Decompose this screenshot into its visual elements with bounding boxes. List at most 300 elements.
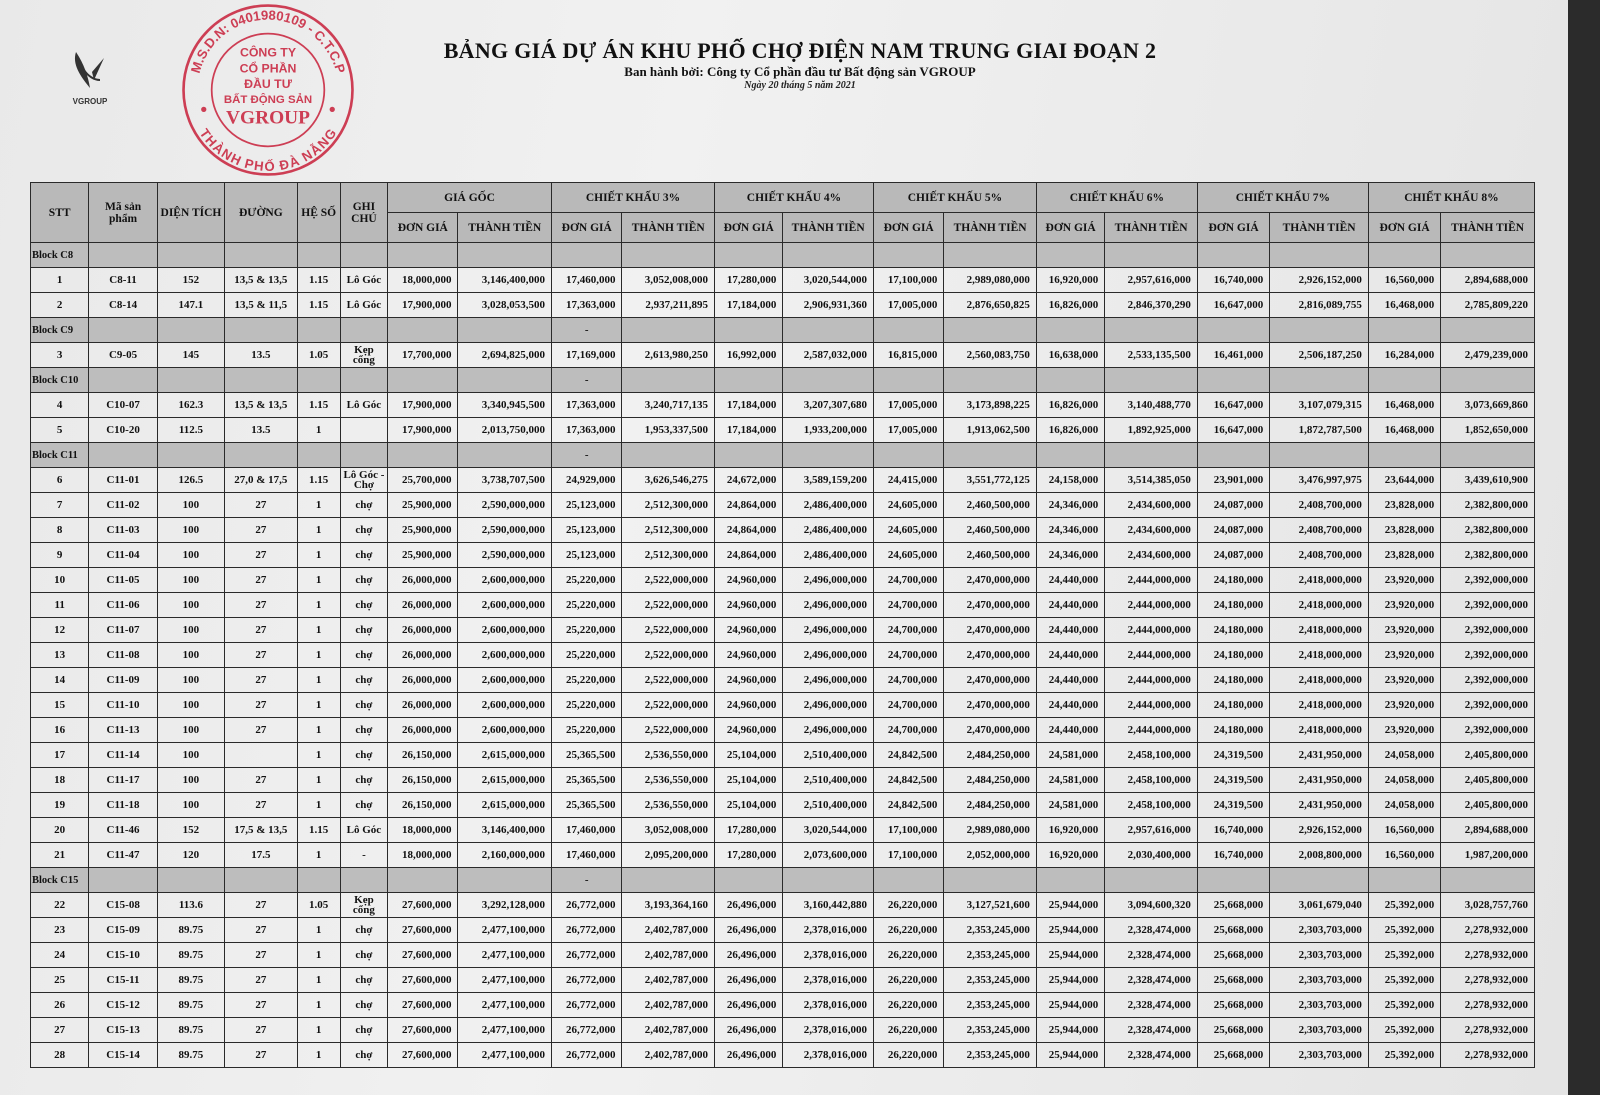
unit-price-cell: 23,828,000 <box>1368 543 1440 568</box>
empty-cell <box>1270 868 1369 893</box>
area-cell: 100 <box>157 518 224 543</box>
stt-cell: 27 <box>31 1018 89 1043</box>
total-price-cell: 2,470,000,000 <box>944 593 1037 618</box>
empty-cell <box>1036 243 1104 268</box>
total-price-cell: 2,278,932,000 <box>1441 968 1535 993</box>
note-cell: chợ <box>340 518 387 543</box>
area-cell: 152 <box>157 818 224 843</box>
empty-cell <box>715 368 783 393</box>
unit-price-cell: 24,440,000 <box>1036 718 1104 743</box>
unit-price-cell: 25,668,000 <box>1197 1018 1269 1043</box>
unit-price-cell: 23,920,000 <box>1368 693 1440 718</box>
unit-price-cell: 17,280,000 <box>715 268 783 293</box>
empty-cell <box>225 368 297 393</box>
unit-price-cell: 17,363,000 <box>552 418 622 443</box>
product-code-cell: C15-13 <box>89 1018 157 1043</box>
product-code-cell: C11-04 <box>89 543 157 568</box>
header-row <box>31 183 1535 213</box>
unit-price-cell: 16,638,000 <box>1036 343 1104 368</box>
total-price-cell: 3,240,717,135 <box>622 393 715 418</box>
empty-cell <box>225 443 297 468</box>
total-price-cell: 2,600,000,000 <box>458 718 552 743</box>
total-price-cell: 2,512,300,000 <box>622 518 715 543</box>
stt-cell: 8 <box>31 518 89 543</box>
total-price-cell: 2,402,787,000 <box>622 968 715 993</box>
total-price-cell: 1,933,200,000 <box>783 418 874 443</box>
unit-price-cell: 27,600,000 <box>388 943 458 968</box>
area-cell: 100 <box>157 793 224 818</box>
unit-price-cell: 25,944,000 <box>1036 918 1104 943</box>
stt-cell: 4 <box>31 393 89 418</box>
total-price-cell: 2,785,809,220 <box>1441 293 1535 318</box>
unit-price-header: ĐƠN GIÁ <box>873 213 943 243</box>
area-cell: 120 <box>157 843 224 868</box>
coefficient-cell: 1.15 <box>297 393 340 418</box>
coefficient-cell: 1 <box>297 693 340 718</box>
empty-cell <box>1105 243 1198 268</box>
price-table <box>30 182 1535 1068</box>
unit-price-cell: 25,668,000 <box>1197 943 1269 968</box>
svg-text:THÀNH PHỐ ĐÀ NẴNG <box>197 126 340 174</box>
area-cell: 89.75 <box>157 918 224 943</box>
note-cell: chợ <box>340 568 387 593</box>
total-price-cell: 2,434,600,000 <box>1105 493 1198 518</box>
coefficient-cell: 1 <box>297 843 340 868</box>
total-price-cell: 2,926,152,000 <box>1270 818 1369 843</box>
product-code-cell: C11-09 <box>89 668 157 693</box>
total-price-cell: 3,052,008,000 <box>622 268 715 293</box>
total-price-cell: 2,278,932,000 <box>1441 1018 1535 1043</box>
unit-price-cell: 23,901,000 <box>1197 468 1269 493</box>
table-row <box>31 618 1535 643</box>
total-price-cell: 2,402,787,000 <box>622 1043 715 1068</box>
unit-price-cell: 26,496,000 <box>715 918 783 943</box>
total-price-cell: 2,378,016,000 <box>783 968 874 993</box>
stt-cell: 16 <box>31 718 89 743</box>
total-price-cell: 2,522,000,000 <box>622 643 715 668</box>
price-group-header: CHIẾT KHẤU 4% <box>715 183 874 213</box>
total-price-cell: 2,600,000,000 <box>458 668 552 693</box>
unit-price-cell: 25,123,000 <box>552 493 622 518</box>
total-price-cell: 2,405,800,000 <box>1441 768 1535 793</box>
empty-cell <box>388 868 458 893</box>
coefficient-cell: 1 <box>297 643 340 668</box>
area-cell: 100 <box>157 568 224 593</box>
unit-price-cell: 16,647,000 <box>1197 418 1269 443</box>
stt-cell: 3 <box>31 343 89 368</box>
total-price-cell: 2,846,370,290 <box>1105 293 1198 318</box>
seal-line: VGROUP <box>226 107 310 129</box>
total-price-cell: 3,020,544,000 <box>783 268 874 293</box>
total-price-cell: 2,073,600,000 <box>783 843 874 868</box>
road-cell: 27 <box>225 1043 297 1068</box>
note-cell: - <box>340 843 387 868</box>
unit-price-cell: 24,346,000 <box>1036 543 1104 568</box>
coefficient-cell: 1 <box>297 993 340 1018</box>
unit-price-cell: 17,184,000 <box>715 393 783 418</box>
total-price-cell: 2,278,932,000 <box>1441 1043 1535 1068</box>
total-price-cell: 2,382,800,000 <box>1441 543 1535 568</box>
block-dash <box>552 243 622 268</box>
total-price-cell: 2,496,000,000 <box>783 643 874 668</box>
product-code-cell: C11-17 <box>89 768 157 793</box>
unit-price-cell: 24,346,000 <box>1036 493 1104 518</box>
product-code-cell: C15-08 <box>89 893 157 918</box>
empty-cell <box>458 318 552 343</box>
total-price-cell: 2,458,100,000 <box>1105 768 1198 793</box>
total-price-cell: 2,510,400,000 <box>783 743 874 768</box>
stt-cell: 7 <box>31 493 89 518</box>
total-price-cell: 2,477,100,000 <box>458 943 552 968</box>
total-price-cell: 2,477,100,000 <box>458 993 552 1018</box>
unit-price-cell: 26,772,000 <box>552 993 622 1018</box>
unit-price-cell: 16,461,000 <box>1197 343 1269 368</box>
road-cell: 13,5 & 11,5 <box>225 293 297 318</box>
unit-price-cell: 27,600,000 <box>388 893 458 918</box>
total-price-cell: 2,378,016,000 <box>783 993 874 1018</box>
unit-price-cell: 24,700,000 <box>873 668 943 693</box>
table-row <box>31 718 1535 743</box>
logo-text: VGROUP <box>72 97 108 106</box>
product-code-cell: C15-11 <box>89 968 157 993</box>
unit-price-cell: 25,104,000 <box>715 793 783 818</box>
empty-cell <box>388 243 458 268</box>
total-price-cell: 2,382,800,000 <box>1441 493 1535 518</box>
table-row <box>31 843 1535 868</box>
table-row <box>31 818 1535 843</box>
note-cell: chợ <box>340 543 387 568</box>
total-price-cell: 2,470,000,000 <box>944 568 1037 593</box>
total-price-cell: 2,694,825,000 <box>458 343 552 368</box>
road-cell: 27 <box>225 718 297 743</box>
area-cell: 147.1 <box>157 293 224 318</box>
unit-price-cell: 16,560,000 <box>1368 268 1440 293</box>
unit-price-cell: 26,772,000 <box>552 1043 622 1068</box>
unit-price-cell: 26,220,000 <box>873 1018 943 1043</box>
total-price-cell: 2,303,703,000 <box>1270 1018 1369 1043</box>
note-cell: chợ <box>340 1043 387 1068</box>
note-cell: chợ <box>340 593 387 618</box>
unit-price-cell: 24,319,500 <box>1197 768 1269 793</box>
unit-price-cell: 25,392,000 <box>1368 918 1440 943</box>
empty-cell <box>458 368 552 393</box>
empty-cell <box>873 368 943 393</box>
product-code-cell: C11-01 <box>89 468 157 493</box>
coefficient-cell: 1 <box>297 918 340 943</box>
coefficient-cell: 1.15 <box>297 818 340 843</box>
unit-price-cell: 24,864,000 <box>715 543 783 568</box>
total-price-cell: 2,479,239,000 <box>1441 343 1535 368</box>
road-cell: 27 <box>225 893 297 918</box>
total-price-cell: 2,353,245,000 <box>944 918 1037 943</box>
note-cell: Kẹp cổng <box>340 343 387 368</box>
note-cell: chợ <box>340 743 387 768</box>
unit-price-cell: 17,460,000 <box>552 843 622 868</box>
total-price-cell: 2,470,000,000 <box>944 718 1037 743</box>
stt-cell: 28 <box>31 1043 89 1068</box>
total-price-cell: 2,522,000,000 <box>622 668 715 693</box>
total-header: THÀNH TIỀN <box>1270 213 1369 243</box>
unit-price-cell: 26,000,000 <box>388 568 458 593</box>
empty-cell <box>297 368 340 393</box>
total-price-cell: 2,353,245,000 <box>944 993 1037 1018</box>
empty-cell <box>388 443 458 468</box>
unit-price-cell: 25,392,000 <box>1368 893 1440 918</box>
total-price-cell: 2,392,000,000 <box>1441 568 1535 593</box>
total-price-cell: 3,146,400,000 <box>458 268 552 293</box>
road-cell: 27 <box>225 618 297 643</box>
unit-price-cell: 25,220,000 <box>552 643 622 668</box>
total-header: THÀNH TIỀN <box>944 213 1037 243</box>
note-cell: chợ <box>340 768 387 793</box>
empty-cell <box>1197 243 1269 268</box>
unit-price-cell: 25,392,000 <box>1368 1018 1440 1043</box>
unit-price-cell: 24,319,500 <box>1197 793 1269 818</box>
road-cell: 27 <box>225 1018 297 1043</box>
total-price-cell: 2,470,000,000 <box>944 693 1037 718</box>
unit-price-cell: 16,468,000 <box>1368 293 1440 318</box>
empty-cell <box>1441 868 1535 893</box>
block-label: Block C8 <box>31 243 89 268</box>
empty-cell <box>1270 243 1369 268</box>
unit-price-cell: 24,180,000 <box>1197 593 1269 618</box>
total-price-cell: 2,402,787,000 <box>622 918 715 943</box>
total-price-cell: 1,987,200,000 <box>1441 843 1535 868</box>
unit-price-cell: 24,960,000 <box>715 693 783 718</box>
stt-cell: 26 <box>31 993 89 1018</box>
total-price-cell: 1,913,062,500 <box>944 418 1037 443</box>
empty-cell <box>340 443 387 468</box>
empty-cell <box>1270 368 1369 393</box>
total-price-cell: 2,278,932,000 <box>1441 993 1535 1018</box>
unit-price-header: ĐƠN GIÁ <box>1036 213 1104 243</box>
road-cell <box>225 743 297 768</box>
total-price-cell: 3,127,521,600 <box>944 893 1037 918</box>
area-cell: 100 <box>157 668 224 693</box>
unit-price-cell: 25,392,000 <box>1368 1043 1440 1068</box>
total-price-cell: 2,431,950,000 <box>1270 768 1369 793</box>
empty-cell <box>715 318 783 343</box>
total-price-cell: 2,894,688,000 <box>1441 268 1535 293</box>
total-price-cell: 2,496,000,000 <box>783 718 874 743</box>
stt-cell: 24 <box>31 943 89 968</box>
unit-price-cell: 25,365,500 <box>552 768 622 793</box>
area-cell: 152 <box>157 268 224 293</box>
empty-cell <box>297 443 340 468</box>
table-row <box>31 418 1535 443</box>
product-code-cell: C11-02 <box>89 493 157 518</box>
total-price-cell: 2,278,932,000 <box>1441 943 1535 968</box>
unit-price-cell: 16,826,000 <box>1036 418 1104 443</box>
road-cell: 13.5 <box>225 343 297 368</box>
total-header: THÀNH TIỀN <box>783 213 874 243</box>
stt-cell: 18 <box>31 768 89 793</box>
stt-cell: 14 <box>31 668 89 693</box>
area-cell: 145 <box>157 343 224 368</box>
total-price-cell: 3,551,772,125 <box>944 468 1037 493</box>
total-price-cell: 2,418,000,000 <box>1270 718 1369 743</box>
block-dash: - <box>552 368 622 393</box>
unit-price-cell: 24,960,000 <box>715 618 783 643</box>
unit-price-cell: 26,772,000 <box>552 1018 622 1043</box>
total-price-cell: 2,418,000,000 <box>1270 593 1369 618</box>
total-price-cell: 2,989,080,000 <box>944 268 1037 293</box>
road-cell: 27 <box>225 518 297 543</box>
vgroup-logo <box>60 50 120 106</box>
total-price-cell: 2,587,032,000 <box>783 343 874 368</box>
total-price-cell: 2,328,474,000 <box>1105 1043 1198 1068</box>
unit-price-cell: 24,700,000 <box>873 568 943 593</box>
empty-cell <box>1441 318 1535 343</box>
total-price-cell: 3,140,488,770 <box>1105 393 1198 418</box>
total-price-cell: 2,392,000,000 <box>1441 668 1535 693</box>
unit-price-cell: 26,772,000 <box>552 943 622 968</box>
empty-cell <box>873 868 943 893</box>
table-row <box>31 693 1535 718</box>
unit-price-cell: 24,864,000 <box>715 493 783 518</box>
product-code-cell: C8-14 <box>89 293 157 318</box>
total-price-cell: 2,533,135,500 <box>1105 343 1198 368</box>
unit-price-cell: 27,600,000 <box>388 1043 458 1068</box>
total-price-cell: 2,392,000,000 <box>1441 693 1535 718</box>
empty-cell <box>458 443 552 468</box>
unit-price-cell: 16,740,000 <box>1197 843 1269 868</box>
note-cell: chợ <box>340 618 387 643</box>
coefficient-cell: 1.15 <box>297 293 340 318</box>
road-cell: 27,0 & 17,5 <box>225 468 297 493</box>
stt-cell: 10 <box>31 568 89 593</box>
total-price-cell: 2,816,089,755 <box>1270 293 1369 318</box>
unit-price-cell: 16,992,000 <box>715 343 783 368</box>
empty-cell <box>944 318 1037 343</box>
total-price-cell: 2,876,650,825 <box>944 293 1037 318</box>
unit-price-cell: 23,644,000 <box>1368 468 1440 493</box>
empty-cell <box>622 318 715 343</box>
road-cell: 17,5 & 13,5 <box>225 818 297 843</box>
unit-price-cell: 25,220,000 <box>552 618 622 643</box>
table-row <box>31 393 1535 418</box>
unit-price-cell: 24,581,000 <box>1036 768 1104 793</box>
table-row <box>31 893 1535 918</box>
unit-price-cell: 26,496,000 <box>715 993 783 1018</box>
col-coef-header: HỆ SỐ <box>297 183 340 243</box>
unit-price-cell: 24,842,500 <box>873 743 943 768</box>
unit-price-cell: 24,180,000 <box>1197 643 1269 668</box>
total-price-cell: 2,484,250,000 <box>944 793 1037 818</box>
road-cell: 13,5 & 13,5 <box>225 268 297 293</box>
empty-cell <box>89 443 157 468</box>
total-price-cell: 2,392,000,000 <box>1441 718 1535 743</box>
total-price-cell: 2,477,100,000 <box>458 1018 552 1043</box>
unit-price-cell: 18,000,000 <box>388 268 458 293</box>
stt-cell: 25 <box>31 968 89 993</box>
total-price-cell: 3,028,757,760 <box>1441 893 1535 918</box>
seal-stars <box>201 107 335 112</box>
total-price-cell: 2,382,800,000 <box>1441 518 1535 543</box>
unit-price-cell: 23,920,000 <box>1368 568 1440 593</box>
coefficient-cell: 1.05 <box>297 343 340 368</box>
unit-price-cell: 24,440,000 <box>1036 568 1104 593</box>
unit-price-cell: 25,392,000 <box>1368 993 1440 1018</box>
unit-price-cell: 25,944,000 <box>1036 943 1104 968</box>
total-price-cell: 3,207,307,680 <box>783 393 874 418</box>
unit-price-cell: 23,920,000 <box>1368 718 1440 743</box>
total-price-cell: 2,402,787,000 <box>622 943 715 968</box>
unit-price-cell: 17,100,000 <box>873 268 943 293</box>
unit-price-cell: 16,560,000 <box>1368 818 1440 843</box>
empty-cell <box>1036 368 1104 393</box>
stt-cell: 5 <box>31 418 89 443</box>
unit-price-cell: 25,104,000 <box>715 768 783 793</box>
table-row <box>31 768 1535 793</box>
empty-cell <box>340 868 387 893</box>
unit-price-cell: 25,123,000 <box>552 543 622 568</box>
unit-price-cell: 25,944,000 <box>1036 968 1104 993</box>
unit-price-cell: 26,000,000 <box>388 618 458 643</box>
unit-price-cell: 24,087,000 <box>1197 543 1269 568</box>
unit-price-cell: 25,944,000 <box>1036 1018 1104 1043</box>
road-cell: 27 <box>225 568 297 593</box>
road-cell: 27 <box>225 993 297 1018</box>
empty-cell <box>622 443 715 468</box>
empty-cell <box>1368 368 1440 393</box>
total-price-cell: 2,470,000,000 <box>944 643 1037 668</box>
empty-cell <box>1368 318 1440 343</box>
stt-cell: 17 <box>31 743 89 768</box>
total-price-cell: 2,418,000,000 <box>1270 618 1369 643</box>
product-code-cell: C11-47 <box>89 843 157 868</box>
note-cell: Lô Góc <box>340 268 387 293</box>
stt-cell: 9 <box>31 543 89 568</box>
coefficient-cell: 1 <box>297 493 340 518</box>
total-price-cell: 3,340,945,500 <box>458 393 552 418</box>
total-price-cell: 2,431,950,000 <box>1270 743 1369 768</box>
product-code-cell: C11-03 <box>89 518 157 543</box>
empty-cell <box>225 318 297 343</box>
road-cell: 27 <box>225 593 297 618</box>
road-cell: 27 <box>225 968 297 993</box>
total-price-cell: 2,303,703,000 <box>1270 918 1369 943</box>
unit-price-cell: 25,668,000 <box>1197 968 1269 993</box>
product-code-cell: C11-06 <box>89 593 157 618</box>
total-price-cell: 1,852,650,000 <box>1441 418 1535 443</box>
unit-price-cell: 17,700,000 <box>388 343 458 368</box>
total-price-cell: 3,476,997,975 <box>1270 468 1369 493</box>
area-cell: 162.3 <box>157 393 224 418</box>
col-note-header: GHI CHÚ <box>340 183 387 243</box>
unit-price-cell: 25,900,000 <box>388 543 458 568</box>
unit-price-cell: 16,920,000 <box>1036 268 1104 293</box>
empty-cell <box>297 318 340 343</box>
seal-ring-bottom: THÀNH PHỐ ĐÀ NẴNG <box>196 125 340 175</box>
unit-price-cell: 26,772,000 <box>552 968 622 993</box>
total-price-cell: 2,512,300,000 <box>622 543 715 568</box>
unit-price-cell: 24,180,000 <box>1197 568 1269 593</box>
unit-price-cell: 24,087,000 <box>1197 493 1269 518</box>
coefficient-cell: 1 <box>297 1018 340 1043</box>
total-price-cell: 2,095,200,000 <box>622 843 715 868</box>
total-price-cell: 2,615,000,000 <box>458 768 552 793</box>
table-row <box>31 518 1535 543</box>
unit-price-cell: 25,900,000 <box>388 518 458 543</box>
unit-price-cell: 24,581,000 <box>1036 793 1104 818</box>
empty-cell <box>622 868 715 893</box>
total-price-cell: 2,600,000,000 <box>458 568 552 593</box>
total-price-cell: 2,458,100,000 <box>1105 793 1198 818</box>
coefficient-cell: 1.05 <box>297 893 340 918</box>
unit-price-header: ĐƠN GIÁ <box>1368 213 1440 243</box>
total-price-cell: 2,405,800,000 <box>1441 793 1535 818</box>
